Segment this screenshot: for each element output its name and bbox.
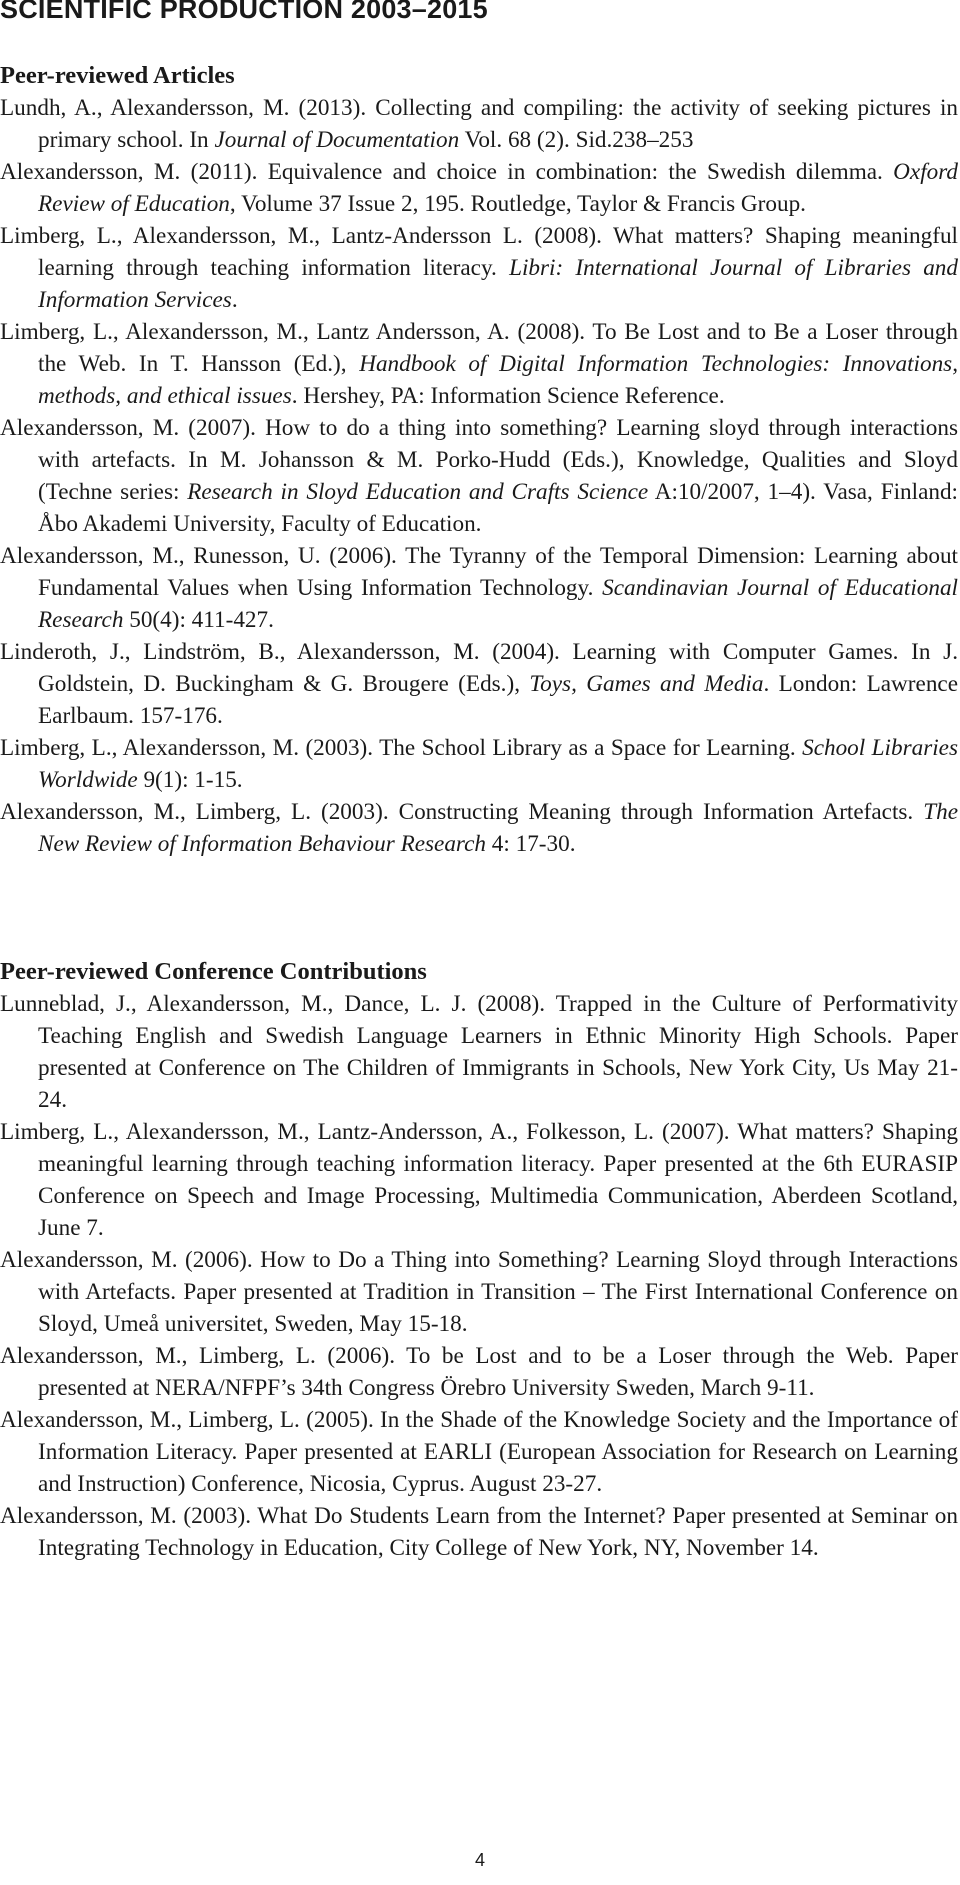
reference-entry	[0, 540, 958, 636]
section-peer-reviewed-articles	[0, 60, 958, 860]
reference-source-title: Journal of Documentation	[214, 127, 460, 153]
reference-entry	[0, 1404, 958, 1500]
reference-text: Limberg, L., Alexandersson, M. (2003). The School Library as a Space for Learning.	[0, 735, 803, 761]
reference-text: .	[231, 287, 238, 313]
reference-text: 4: 17-30.	[485, 831, 576, 857]
reference-source-title: School Libraries Worldwide	[38, 735, 958, 793]
reference-entry	[0, 732, 958, 796]
reference-entry	[0, 636, 958, 732]
page-number: 4	[474, 1850, 485, 1870]
reference-text: Vol. 68 (2). Sid.238–253	[459, 127, 694, 153]
reference-text: , Volume 37 Issue 2, 195. Routledge, Taylor & Francis Group.	[229, 191, 806, 217]
reference-text: Alexandersson, M., Limberg, L. (2006). To be Lost and to be a Loser through the Web. Paper presented at NERA/NFPF’s 34th Congress Örebro University Sweden, March 9-11.	[0, 1343, 958, 1401]
reference-text: Lundh, A., Alexandersson, M. (2013). Collecting and compiling: the activity of seeking pictures in primary school. In	[0, 95, 958, 153]
reference-entry	[0, 1244, 958, 1340]
reference-source-title: Oxford Review of Education	[38, 159, 958, 217]
section-conference-contributions	[0, 956, 958, 1564]
reference-entry	[0, 796, 958, 860]
reference-entry	[0, 1116, 958, 1244]
reference-source-title: Toys, Games and Media	[529, 671, 764, 697]
reference-text: Alexandersson, M., Runesson, U. (2006). The Tyranny of the Temporal Dimension: Learning about Fundamental Values when Using Information Technology.	[0, 543, 958, 601]
reference-text: Alexandersson, M., Limberg, L. (2005). In the Shade of the Knowledge Society and the Importance of Information Literacy. Paper presented at EARLI (European Association for Research on Learning and Instruction) Conference, Nicosia, Cyprus. August 23-27.	[0, 1407, 958, 1497]
reference-entry	[0, 92, 958, 156]
reference-text: Lunneblad, J., Alexandersson, M., Dance, L. J. (2008). Trapped in the Culture of Performativity Teaching English and Swedish Language Learners in Ethnic Minority High Schools. Paper presented at Conference on The Children of Immigrants in Schools, New York City, Us May 21-24.	[0, 991, 958, 1113]
reference-text: Limberg, L., Alexandersson, M., Lantz Andersson, A. (2008). To Be Lost and to Be a Loser through the Web. In T. Hansson (Ed.),	[0, 319, 958, 377]
reference-text: Linderoth, J., Lindström, B., Alexandersson, M. (2004). Learning with Computer Games. In J. Goldstein, D. Buckingham & G. Brougere (Eds.),	[0, 639, 958, 697]
reference-text: . London: Lawrence Earlbaum. 157-176.	[38, 671, 958, 729]
reference-entry	[0, 1340, 958, 1404]
reference-source-title: Handbook of Digital Information Technologies: Innovations, methods, and ethical issues	[38, 351, 958, 409]
reference-text: Alexandersson, M. (2003). What Do Students Learn from the Internet? Paper presented at Seminar on Integrating Technology in Education, City College of New York, NY, November 14.	[0, 1503, 958, 1561]
reference-source-title: Research in Sloyd Education and Crafts Science	[187, 479, 649, 505]
reference-entry	[0, 316, 958, 412]
page-title: SCIENTIFIC PRODUCTION 2003–2015	[0, 0, 488, 24]
reference-text: Alexandersson, M. (2011). Equivalence and choice in combination: the Swedish dilemma.	[0, 159, 894, 185]
reference-text: Alexandersson, M., Limberg, L. (2003). Constructing Meaning through Information Artefacts.	[0, 799, 924, 825]
section-heading: Peer-reviewed Articles	[0, 62, 235, 89]
reference-text: 50(4): 411-427.	[123, 607, 274, 633]
reference-text: Alexandersson, M. (2007). How to do a thing into something? Learning sloyd through interactions with artefacts. In M. Johansson & M. Porko-Hudd (Eds.), Knowledge, Qualities and Sloyd (Techne series:	[0, 415, 958, 505]
reference-text: Limberg, L., Alexandersson, M., Lantz-Andersson L. (2008). What matters? Shaping meaningful learning through teaching information literacy.	[0, 223, 958, 281]
reference-source-title: Libri: International Journal of Libraries and Information Services	[38, 255, 958, 313]
section-heading: Peer-reviewed Conference Contributions	[0, 958, 427, 985]
reference-text: Alexandersson, M. (2006). How to Do a Thing into Something? Learning Sloyd through Interactions with Artefacts. Paper presented at Tradition in Transition – The First International Conference on Sloyd, Umeå universitet, Sweden, May 15-18.	[0, 1247, 958, 1337]
reference-list	[0, 988, 958, 1564]
reference-text: 9(1): 1-15.	[137, 767, 243, 793]
reference-text: Limberg, L., Alexandersson, M., Lantz-Andersson, A., Folkesson, L. (2007). What matters? Shaping meaningful learning through teaching information literacy. Paper presented at the 6th EURASIP Conference on Speech and Image Processing, Multimedia Communication, Aberdeen Scotland, June 7.	[0, 1119, 958, 1241]
reference-entry	[0, 220, 958, 316]
reference-source-title: Scandinavian Journal of Educational Research	[38, 575, 958, 633]
reference-list	[0, 92, 958, 860]
reference-entry	[0, 156, 958, 220]
reference-entry	[0, 988, 958, 1116]
reference-text: A:10/2007, 1–4). Vasa, Finland: Åbo Akademi University, Faculty of Education.	[38, 479, 958, 537]
reference-entry	[0, 412, 958, 540]
reference-text: . Hershey, PA: Information Science Reference.	[291, 383, 725, 409]
reference-source-title: The New Review of Information Behaviour Research	[38, 799, 958, 857]
reference-entry	[0, 1500, 958, 1564]
